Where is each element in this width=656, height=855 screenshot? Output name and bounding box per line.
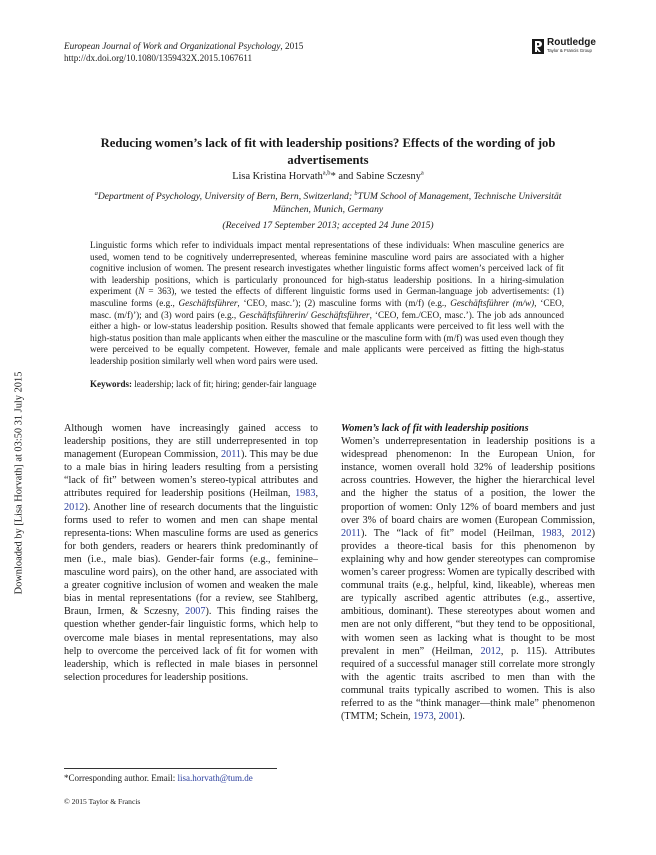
copyright: © 2015 Taylor & Francis bbox=[64, 797, 141, 806]
body-paragraph bbox=[64, 422, 318, 684]
abstract-example: Geschäftsführer bbox=[178, 297, 238, 308]
body-column-right bbox=[341, 422, 595, 723]
abstract-italic: N bbox=[138, 286, 145, 297]
author-line bbox=[80, 170, 576, 183]
journal-name: European Journal of Work and Organizational Psychology bbox=[64, 41, 281, 51]
body-text: ). The “lack of fit” model (Heilman, bbox=[361, 527, 542, 539]
citation-link[interactable]: 2011 bbox=[221, 449, 241, 461]
download-watermark bbox=[13, 318, 25, 648]
doi-link[interactable]: http://dx.doi.org/10.1080/1359432X.2015.1067611 bbox=[64, 53, 253, 63]
abstract-text: , ‘CEO, fem./CEO, masc.’). The job ads announced either a high- or low-status leadership position. Results showed that female applicants were perceived to fit less well with the high-status position than male applicants when either the masculine or the masculine form with (m/f) was used even though they were perceived to be equally competent. However, female and male applicants were perceived as fitting the high-status leadership position similarly well when word pairs were used. bbox=[90, 309, 564, 366]
citation-link[interactable]: 2012 bbox=[64, 501, 85, 513]
body-text: ) provides a theore-tical basis for this phenomenon by explaining why and how gender stereotypes can compromise women’s career progress: Women are typically described with communal traits (e.g., helpful, kind, likeable), whereas men are typically ascribed agentic attributes (e.g., assertive, ambitious, dominant). These stereotypes about women and men are not only different, “but they tend to be oppositional, with women seen as lacking what is thought to be most prevalent in men” (Heilman, bbox=[341, 527, 595, 657]
body-text: , bbox=[561, 527, 572, 539]
body-text: ). bbox=[459, 711, 465, 723]
body-text: ). This finding raises the question whether gender-fair linguistic forms, which help to overcome male biases in mental representations, may also help to overcome the perceived lack of fit for women with leadership, which is reflected in male biases in personnel selection procedures for leadership positions. bbox=[64, 606, 318, 683]
publisher-name: Routledge bbox=[547, 37, 596, 48]
keywords-label: Keywords: bbox=[90, 379, 132, 389]
body-paragraph bbox=[341, 435, 595, 723]
email-link[interactable]: lisa.horvath@tum.de bbox=[177, 773, 253, 783]
affil-mark: a bbox=[94, 189, 98, 197]
author-name: Sabine Sczesny bbox=[355, 171, 421, 182]
section-heading: Women’s lack of fit with leadership positions bbox=[341, 423, 529, 434]
affil-text: Department of Psychology, University of Bern, Bern, Switzerland; bbox=[97, 191, 355, 202]
affil-mark: b bbox=[354, 189, 358, 197]
abstract-text: , ‘CEO, masc. (m/f)’); and (3) word pairs (e.g., bbox=[90, 297, 565, 320]
publisher-logo bbox=[532, 38, 596, 54]
keywords-text: leadership; lack of fit; hiring; gender-fair language bbox=[132, 379, 317, 389]
citation-link[interactable]: 1983 bbox=[295, 488, 316, 500]
abstract-example: Geschäftsführer (m/w) bbox=[450, 297, 535, 308]
footnote-divider bbox=[64, 768, 277, 769]
abstract-text: = 363), we tested the effects of different linguistic forms used in German-language job advertisements: (1) masculine forms (e.g., bbox=[90, 286, 564, 308]
body-text: , bbox=[315, 488, 318, 500]
author-name: Lisa Kristina Horvath bbox=[232, 171, 323, 182]
body-text: Although women have increasingly gained access to leadership positions, they are still underrepresented in top management (European Commission, bbox=[64, 423, 318, 461]
abstract-example: Geschäftsführerin/ Geschäftsführer bbox=[239, 309, 370, 320]
author-affil-mark: a bbox=[420, 169, 424, 177]
affil-text: TUM School of Management, Technische Universität München, Munich, Germany bbox=[272, 191, 562, 215]
citation-link[interactable]: 2007 bbox=[185, 606, 206, 618]
citation-link[interactable]: 1973 bbox=[413, 711, 434, 723]
citation-link[interactable]: 2012 bbox=[571, 527, 592, 539]
keywords bbox=[90, 379, 564, 390]
corresponding-footnote bbox=[64, 773, 253, 784]
body-text: , bbox=[433, 711, 439, 723]
citation-link[interactable]: 2012 bbox=[480, 645, 501, 657]
abstract bbox=[90, 240, 564, 368]
body-text: , p. 115). Attributes required of a successful manager still correlate more strongly with the agentic traits ascribed to men than with the communal traits typically ascribed to women. This is also referred to as the “think manager—think male” phenomenon (TMTM; Schein, bbox=[341, 645, 595, 723]
article-title: Reducing women’s lack of fit with leadership positions? Effects of the wording of job advertisements bbox=[100, 136, 556, 167]
abstract-text: , ‘CEO, masc.’); (2) masculine forms with (m/f) (e.g., bbox=[237, 297, 451, 308]
body-text: ). This may be due to a male bias in hiring leaders resulting from a persisting “lack of fit” between women’s stereo-typical attributes and attributes required for leadership positions (Heilman, bbox=[64, 449, 318, 500]
author-conjunction: and bbox=[335, 171, 356, 182]
citation-link[interactable]: 1983 bbox=[541, 527, 562, 539]
download-watermark-text: Downloaded by [Lisa Horvath] at 03:50 31 July 2015 bbox=[13, 371, 25, 595]
body-text: ). Another line of research documents that the linguistic forms used to refer to women and men can shape mental representa-tions: When masculine forms are used as generics for both genders, readers or hearers think predominantly of men (i.e., male bias). Gender-fair forms (e.g., feminine–masculine word pairs), on the other hand, are associated with a greater cognitive inclusion of women and weaken the male bias in mental representations (for a review, see Stahlberg, Braun, Irmen, & Sczesny, bbox=[64, 501, 318, 618]
body-text: Women’s underrepresentation in leadership positions is a widespread phenomenon: In the European Union, for instance, women overall hold 32% of leadership positions across countries. However, the higher the hierarchical level and the higher the status of a position, the lower the proportion of women: Only 12% of board members and just over 3% of board chairs are women (European Commission, bbox=[341, 436, 595, 526]
journal-year: , 2015 bbox=[280, 41, 304, 51]
corresponding-mark: * bbox=[330, 171, 336, 182]
citation-link[interactable]: 2011 bbox=[341, 527, 361, 539]
journal-header bbox=[64, 40, 303, 64]
body-column-left bbox=[64, 422, 318, 684]
author-affil-mark: a,b bbox=[322, 169, 331, 177]
received-dates: (Received 17 September 2013; accepted 24 June 2015) bbox=[222, 220, 434, 231]
publisher-subtitle: Taylor & Francis Group bbox=[547, 48, 592, 53]
abstract-text: Linguistic forms which refer to individuals impact mental representations of these individuals: When masculine generics are used, women tend to be cognitively underrepresented, whereas feminine masculine word pairs are associated with a higher cognitive inclusion of women. The present research investigates whether linguistic forms affect women’s perceived lack of fit with leadership positions, which is particularly pronounced for high-status leadership positions. In a hiring-simulation experiment ( bbox=[90, 240, 564, 297]
routledge-logo-icon bbox=[532, 39, 544, 54]
affiliations bbox=[80, 191, 576, 216]
citation-link[interactable]: 2001 bbox=[438, 711, 459, 723]
footnote-text: *Corresponding author. Email: bbox=[64, 773, 178, 783]
